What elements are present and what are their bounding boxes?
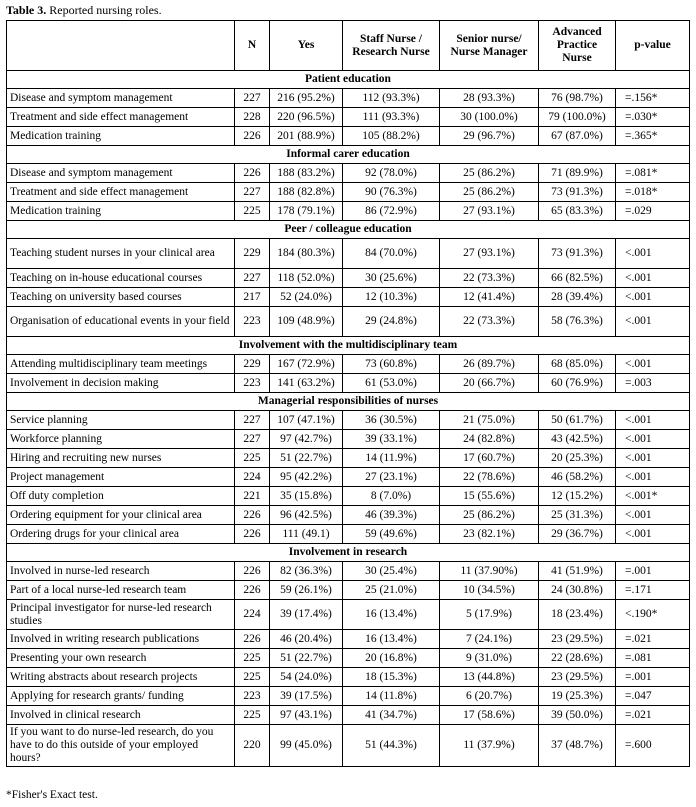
p-value-cell: <.001 xyxy=(616,506,690,525)
advanced-practice-cell: 76 (98.7%) xyxy=(539,89,616,108)
advanced-practice-cell: 71 (89.9%) xyxy=(539,164,616,183)
yes-cell: 95 (42.2%) xyxy=(270,468,343,487)
advanced-practice-cell: 24 (30.8%) xyxy=(539,581,616,600)
header-advanced-practice: Advanced Practice Nurse xyxy=(539,21,616,71)
yes-cell: 188 (82.8%) xyxy=(270,183,343,202)
table-row xyxy=(7,202,690,221)
advanced-practice-cell: 22 (28.6%) xyxy=(539,649,616,668)
table-row xyxy=(7,562,690,581)
table-row xyxy=(7,127,690,146)
section-header-row xyxy=(7,544,690,562)
yes-cell: 35 (15.8%) xyxy=(270,487,343,506)
p-value-cell: <.001* xyxy=(616,487,690,506)
row-label: Off duty completion xyxy=(7,487,235,506)
table-row xyxy=(7,487,690,506)
staff-nurse-cell: 30 (25.6%) xyxy=(343,269,440,288)
section-title: Involvement with the multidisciplinary team xyxy=(7,337,690,355)
senior-nurse-cell: 27 (93.1%) xyxy=(440,202,539,221)
advanced-practice-cell: 67 (87.0%) xyxy=(539,127,616,146)
staff-nurse-cell: 46 (39.3%) xyxy=(343,506,440,525)
n-cell: 226 xyxy=(235,127,270,146)
staff-nurse-cell: 16 (13.4%) xyxy=(343,630,440,649)
row-label: Medication training xyxy=(7,202,235,221)
yes-cell: 54 (24.0%) xyxy=(270,668,343,687)
senior-nurse-cell: 21 (75.0%) xyxy=(440,411,539,430)
staff-nurse-cell: 84 (70.0%) xyxy=(343,239,440,269)
staff-nurse-cell: 30 (25.4%) xyxy=(343,562,440,581)
section-title: Patient education xyxy=(7,71,690,89)
n-cell: 229 xyxy=(235,239,270,269)
row-label: Project management xyxy=(7,468,235,487)
staff-nurse-cell: 18 (15.3%) xyxy=(343,668,440,687)
row-label: Writing abstracts about research projects xyxy=(7,668,235,687)
n-cell: 224 xyxy=(235,600,270,630)
table-row xyxy=(7,687,690,706)
advanced-practice-cell: 23 (29.5%) xyxy=(539,668,616,687)
section-title: Informal carer education xyxy=(7,146,690,164)
senior-nurse-cell: 20 (66.7%) xyxy=(440,374,539,393)
advanced-practice-cell: 23 (29.5%) xyxy=(539,630,616,649)
senior-nurse-cell: 28 (93.3%) xyxy=(440,89,539,108)
header-n: N xyxy=(235,21,270,71)
caption-label: Table 3. xyxy=(6,3,47,17)
row-label: Part of a local nurse-led research team xyxy=(7,581,235,600)
staff-nurse-cell: 59 (49.6%) xyxy=(343,525,440,544)
p-value-cell: =.030* xyxy=(616,108,690,127)
staff-nurse-cell: 27 (23.1%) xyxy=(343,468,440,487)
row-label: Disease and symptom management xyxy=(7,89,235,108)
row-label: Teaching student nurses in your clinical area xyxy=(7,239,235,269)
yes-cell: 39 (17.4%) xyxy=(270,600,343,630)
table-row xyxy=(7,411,690,430)
senior-nurse-cell: 11 (37.9%) xyxy=(440,725,539,767)
header-p-value: p-value xyxy=(616,21,690,71)
yes-cell: 59 (26.1%) xyxy=(270,581,343,600)
table-row xyxy=(7,269,690,288)
yes-cell: 216 (95.2%) xyxy=(270,89,343,108)
p-value-cell: =.021 xyxy=(616,706,690,725)
p-value-cell: <.001 xyxy=(616,307,690,337)
senior-nurse-cell: 25 (86.2%) xyxy=(440,183,539,202)
n-cell: 229 xyxy=(235,355,270,374)
senior-nurse-cell: 24 (82.8%) xyxy=(440,430,539,449)
staff-nurse-cell: 14 (11.9%) xyxy=(343,449,440,468)
n-cell: 221 xyxy=(235,487,270,506)
row-label: Ordering drugs for your clinical area xyxy=(7,525,235,544)
advanced-practice-cell: 43 (42.5%) xyxy=(539,430,616,449)
n-cell: 227 xyxy=(235,430,270,449)
p-value-cell: <.001 xyxy=(616,239,690,269)
p-value-cell: =.001 xyxy=(616,562,690,581)
section-title: Managerial responsibilities of nurses xyxy=(7,393,690,411)
n-cell: 225 xyxy=(235,449,270,468)
staff-nurse-cell: 105 (88.2%) xyxy=(343,127,440,146)
table-row xyxy=(7,108,690,127)
yes-cell: 167 (72.9%) xyxy=(270,355,343,374)
senior-nurse-cell: 22 (78.6%) xyxy=(440,468,539,487)
section-title: Peer / colleague education xyxy=(7,221,690,239)
advanced-practice-cell: 79 (100.0%) xyxy=(539,108,616,127)
senior-nurse-cell: 12 (41.4%) xyxy=(440,288,539,307)
n-cell: 220 xyxy=(235,725,270,767)
staff-nurse-cell: 92 (78.0%) xyxy=(343,164,440,183)
p-value-cell: <.001 xyxy=(616,430,690,449)
staff-nurse-cell: 61 (53.0%) xyxy=(343,374,440,393)
n-cell: 223 xyxy=(235,307,270,337)
p-value-cell: <.001 xyxy=(616,269,690,288)
row-label: Hiring and recruiting new nurses xyxy=(7,449,235,468)
senior-nurse-cell: 26 (89.7%) xyxy=(440,355,539,374)
n-cell: 226 xyxy=(235,562,270,581)
p-value-cell: =.003 xyxy=(616,374,690,393)
yes-cell: 46 (20.4%) xyxy=(270,630,343,649)
table-row xyxy=(7,649,690,668)
row-label: Presenting your own research xyxy=(7,649,235,668)
table-row xyxy=(7,525,690,544)
n-cell: 226 xyxy=(235,630,270,649)
n-cell: 226 xyxy=(235,506,270,525)
yes-cell: 82 (36.3%) xyxy=(270,562,343,581)
p-value-cell: =.001 xyxy=(616,668,690,687)
yes-cell: 52 (24.0%) xyxy=(270,288,343,307)
senior-nurse-cell: 17 (60.7%) xyxy=(440,449,539,468)
row-label: Involved in nurse-led research xyxy=(7,562,235,581)
n-cell: 227 xyxy=(235,89,270,108)
table-row xyxy=(7,164,690,183)
yes-cell: 99 (45.0%) xyxy=(270,725,343,767)
n-cell: 226 xyxy=(235,581,270,600)
yes-cell: 107 (47.1%) xyxy=(270,411,343,430)
n-cell: 224 xyxy=(235,468,270,487)
senior-nurse-cell: 6 (20.7%) xyxy=(440,687,539,706)
table-caption xyxy=(6,3,162,17)
table-row xyxy=(7,307,690,337)
staff-nurse-cell: 111 (93.3%) xyxy=(343,108,440,127)
senior-nurse-cell: 5 (17.9%) xyxy=(440,600,539,630)
table-row xyxy=(7,581,690,600)
advanced-practice-cell: 28 (39.4%) xyxy=(539,288,616,307)
staff-nurse-cell: 41 (34.7%) xyxy=(343,706,440,725)
advanced-practice-cell: 12 (15.2%) xyxy=(539,487,616,506)
yes-cell: 184 (80.3%) xyxy=(270,239,343,269)
yes-cell: 178 (79.1%) xyxy=(270,202,343,221)
senior-nurse-cell: 27 (93.1%) xyxy=(440,239,539,269)
yes-cell: 188 (83.2%) xyxy=(270,164,343,183)
p-value-cell: <.001 xyxy=(616,449,690,468)
row-label: Attending multidisciplinary team meetings xyxy=(7,355,235,374)
yes-cell: 141 (63.2%) xyxy=(270,374,343,393)
n-cell: 223 xyxy=(235,374,270,393)
p-value-cell: <.001 xyxy=(616,468,690,487)
n-cell: 227 xyxy=(235,269,270,288)
staff-nurse-cell: 73 (60.8%) xyxy=(343,355,440,374)
caption-text: Reported nursing roles. xyxy=(46,3,162,17)
row-label: Workforce planning xyxy=(7,430,235,449)
staff-nurse-cell: 16 (13.4%) xyxy=(343,600,440,630)
section-header-row xyxy=(7,221,690,239)
p-value-cell: <.001 xyxy=(616,411,690,430)
staff-nurse-cell: 14 (11.8%) xyxy=(343,687,440,706)
advanced-practice-cell: 20 (25.3%) xyxy=(539,449,616,468)
table-row xyxy=(7,288,690,307)
senior-nurse-cell: 29 (96.7%) xyxy=(440,127,539,146)
advanced-practice-cell: 39 (50.0%) xyxy=(539,706,616,725)
staff-nurse-cell: 90 (76.3%) xyxy=(343,183,440,202)
advanced-practice-cell: 18 (23.4%) xyxy=(539,600,616,630)
p-value-cell: <.190* xyxy=(616,600,690,630)
advanced-practice-cell: 66 (82.5%) xyxy=(539,269,616,288)
yes-cell: 51 (22.7%) xyxy=(270,649,343,668)
n-cell: 217 xyxy=(235,288,270,307)
yes-cell: 97 (42.7%) xyxy=(270,430,343,449)
p-value-cell: =.021 xyxy=(616,630,690,649)
header-senior-nurse: Senior nurse/ Nurse Manager xyxy=(440,21,539,71)
header-blank xyxy=(7,21,235,71)
advanced-practice-cell: 46 (58.2%) xyxy=(539,468,616,487)
table-row xyxy=(7,374,690,393)
section-header-row xyxy=(7,146,690,164)
staff-nurse-cell: 29 (24.8%) xyxy=(343,307,440,337)
table-row xyxy=(7,506,690,525)
row-label: Ordering equipment for your clinical area xyxy=(7,506,235,525)
yes-cell: 118 (52.0%) xyxy=(270,269,343,288)
p-value-cell: <.001 xyxy=(616,288,690,307)
row-label: Treatment and side effect management xyxy=(7,108,235,127)
section-header-row xyxy=(7,337,690,355)
yes-cell: 39 (17.5%) xyxy=(270,687,343,706)
senior-nurse-cell: 15 (55.6%) xyxy=(440,487,539,506)
header-staff-nurse: Staff Nurse / Research Nurse xyxy=(343,21,440,71)
senior-nurse-cell: 23 (82.1%) xyxy=(440,525,539,544)
senior-nurse-cell: 17 (58.6%) xyxy=(440,706,539,725)
advanced-practice-cell: 65 (83.3%) xyxy=(539,202,616,221)
senior-nurse-cell: 22 (73.3%) xyxy=(440,307,539,337)
senior-nurse-cell: 30 (100.0%) xyxy=(440,108,539,127)
table-row xyxy=(7,706,690,725)
senior-nurse-cell: 25 (86.2%) xyxy=(440,506,539,525)
staff-nurse-cell: 112 (93.3%) xyxy=(343,89,440,108)
section-header-row xyxy=(7,393,690,411)
yes-cell: 220 (96.5%) xyxy=(270,108,343,127)
p-value-cell: =.081 xyxy=(616,649,690,668)
row-label: Medication training xyxy=(7,127,235,146)
nursing-roles-table xyxy=(6,20,690,767)
row-label: Involvement in decision making xyxy=(7,374,235,393)
yes-cell: 109 (48.9%) xyxy=(270,307,343,337)
advanced-practice-cell: 50 (61.7%) xyxy=(539,411,616,430)
staff-nurse-cell: 12 (10.3%) xyxy=(343,288,440,307)
header-yes: Yes xyxy=(270,21,343,71)
table-row xyxy=(7,468,690,487)
n-cell: 225 xyxy=(235,706,270,725)
advanced-practice-cell: 41 (51.9%) xyxy=(539,562,616,581)
p-value-cell: =.600 xyxy=(616,725,690,767)
table-row xyxy=(7,668,690,687)
advanced-practice-cell: 29 (36.7%) xyxy=(539,525,616,544)
row-label: Teaching on university based courses xyxy=(7,288,235,307)
yes-cell: 111 (49.1) xyxy=(270,525,343,544)
row-label: If you want to do nurse-led research, do you have to do this outside of your employed hours? xyxy=(7,725,235,767)
row-label: Service planning xyxy=(7,411,235,430)
table-row xyxy=(7,239,690,269)
yes-cell: 201 (88.9%) xyxy=(270,127,343,146)
p-value-cell: <.001 xyxy=(616,355,690,374)
advanced-practice-cell: 68 (85.0%) xyxy=(539,355,616,374)
p-value-cell: <.001 xyxy=(616,525,690,544)
section-title: Involvement in research xyxy=(7,544,690,562)
row-label: Applying for research grants/ funding xyxy=(7,687,235,706)
advanced-practice-cell: 25 (31.3%) xyxy=(539,506,616,525)
row-label: Involved in writing research publications xyxy=(7,630,235,649)
p-value-cell: =.156* xyxy=(616,89,690,108)
n-cell: 228 xyxy=(235,108,270,127)
table-row xyxy=(7,430,690,449)
yes-cell: 51 (22.7%) xyxy=(270,449,343,468)
p-value-cell: =.365* xyxy=(616,127,690,146)
n-cell: 225 xyxy=(235,649,270,668)
staff-nurse-cell: 86 (72.9%) xyxy=(343,202,440,221)
senior-nurse-cell: 9 (31.0%) xyxy=(440,649,539,668)
row-label: Treatment and side effect management xyxy=(7,183,235,202)
advanced-practice-cell: 19 (25.3%) xyxy=(539,687,616,706)
p-value-cell: =.029 xyxy=(616,202,690,221)
senior-nurse-cell: 13 (44.8%) xyxy=(440,668,539,687)
p-value-cell: =.171 xyxy=(616,581,690,600)
advanced-practice-cell: 73 (91.3%) xyxy=(539,183,616,202)
staff-nurse-cell: 39 (33.1%) xyxy=(343,430,440,449)
row-label: Principal investigator for nurse-led research studies xyxy=(7,600,235,630)
row-label: Teaching on in-house educational courses xyxy=(7,269,235,288)
table-row xyxy=(7,725,690,767)
row-label: Disease and symptom management xyxy=(7,164,235,183)
senior-nurse-cell: 7 (24.1%) xyxy=(440,630,539,649)
yes-cell: 97 (43.1%) xyxy=(270,706,343,725)
senior-nurse-cell: 22 (73.3%) xyxy=(440,269,539,288)
n-cell: 225 xyxy=(235,668,270,687)
table-row xyxy=(7,630,690,649)
table-row xyxy=(7,89,690,108)
staff-nurse-cell: 36 (30.5%) xyxy=(343,411,440,430)
yes-cell: 96 (42.5%) xyxy=(270,506,343,525)
table-row xyxy=(7,355,690,374)
advanced-practice-cell: 58 (76.3%) xyxy=(539,307,616,337)
n-cell: 223 xyxy=(235,687,270,706)
p-value-cell: =.047 xyxy=(616,687,690,706)
advanced-practice-cell: 73 (91.3%) xyxy=(539,239,616,269)
table-body xyxy=(7,71,690,767)
section-header-row xyxy=(7,71,690,89)
staff-nurse-cell: 25 (21.0%) xyxy=(343,581,440,600)
advanced-practice-cell: 60 (76.9%) xyxy=(539,374,616,393)
table-row xyxy=(7,600,690,630)
n-cell: 226 xyxy=(235,164,270,183)
row-label: Organisation of educational events in your field xyxy=(7,307,235,337)
senior-nurse-cell: 25 (86.2%) xyxy=(440,164,539,183)
table-row xyxy=(7,183,690,202)
n-cell: 226 xyxy=(235,525,270,544)
p-value-cell: =.018* xyxy=(616,183,690,202)
advanced-practice-cell: 37 (48.7%) xyxy=(539,725,616,767)
n-cell: 227 xyxy=(235,183,270,202)
senior-nurse-cell: 10 (34.5%) xyxy=(440,581,539,600)
n-cell: 225 xyxy=(235,202,270,221)
staff-nurse-cell: 51 (44.3%) xyxy=(343,725,440,767)
header-row xyxy=(7,21,690,71)
staff-nurse-cell: 20 (16.8%) xyxy=(343,649,440,668)
p-value-cell: =.081* xyxy=(616,164,690,183)
senior-nurse-cell: 11 (37.90%) xyxy=(440,562,539,581)
footnote: *Fisher's Exact test. xyxy=(6,789,98,801)
n-cell: 227 xyxy=(235,411,270,430)
table-row xyxy=(7,449,690,468)
staff-nurse-cell: 8 (7.0%) xyxy=(343,487,440,506)
row-label: Involved in clinical research xyxy=(7,706,235,725)
